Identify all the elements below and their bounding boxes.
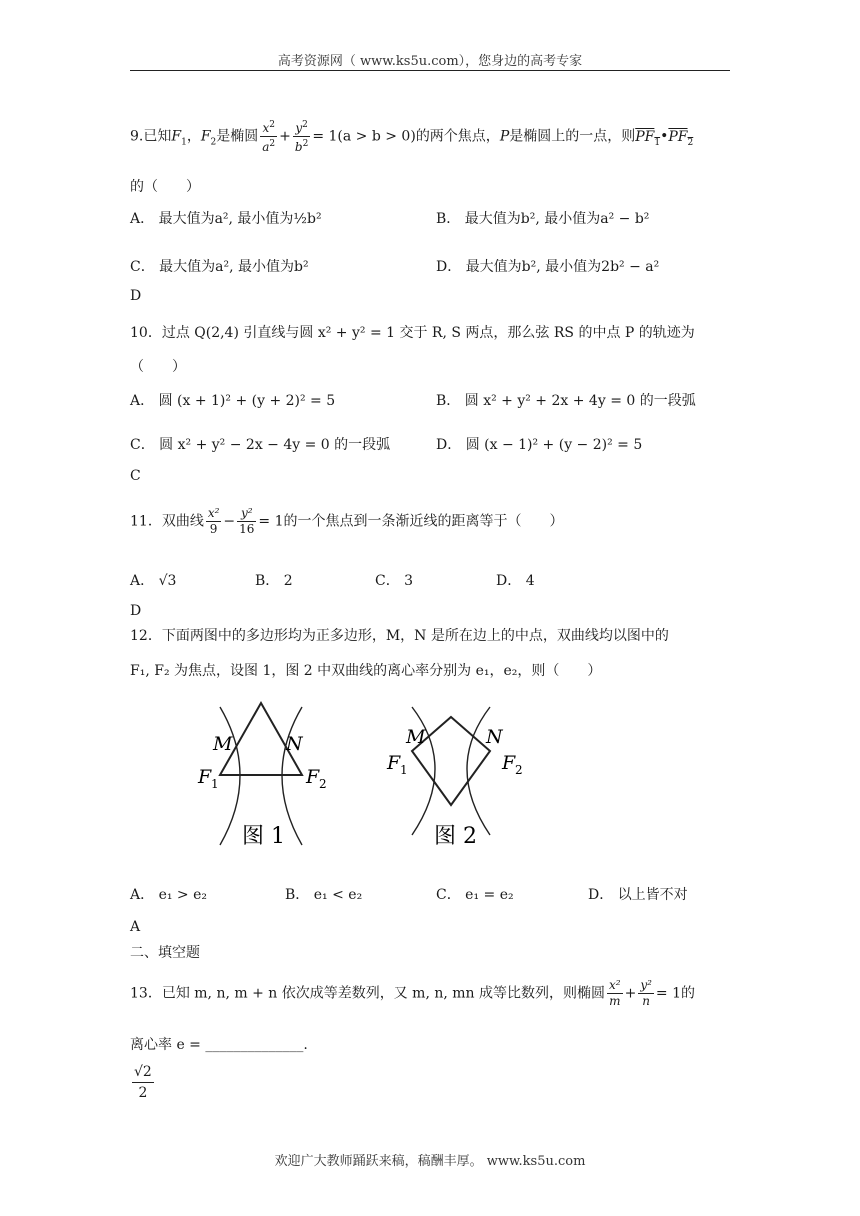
q9-frac-x: $\frac{x^2}{a^2}$ [262, 120, 276, 154]
q11-answer: D [130, 603, 142, 619]
q9-stem: 9.已知$F_1$，$F_2$是椭圆 $\frac{x^2}{a^2}$ + $\frac{y^2}{b^2}$ = 1(a > b > 0)的两个焦点，P是椭圆上的一点，则$PF_1•PF_2$ [130, 120, 694, 154]
q11-option-b: B． 2 [255, 573, 293, 589]
q10-stem: 10．过点 Q(2,4) 引直线与圆 x² + y² = 1 交于 R, S 两点，那么弦 RS 的中点 P 的轨迹为 [130, 325, 695, 341]
fig1-label-f1-sub: 1 [211, 777, 219, 791]
header-rule [130, 70, 730, 71]
q9-option-d: D． 最大值为b², 最小值为2b² − a² [436, 259, 660, 275]
q12-figures [190, 695, 560, 855]
q10-option-b: B． 圆 x² + y² + 2x + 4y = 0 的一段弧 [436, 393, 696, 409]
q11-option-a: A． √3 [130, 573, 177, 589]
q12-stem-cont: F₁, F₂ 为焦点，设图 1，图 2 中双曲线的离心率分别为 e₁，e₂，则（ ） [130, 663, 602, 679]
fig2-label-f2-sub: 2 [515, 763, 523, 777]
q11-frac-x: $\frac{\text{x²}}{9}$ [207, 506, 220, 536]
figure-1 [197, 703, 327, 849]
q13-answer [130, 1062, 156, 1103]
fig2-label-f1: F [387, 752, 401, 774]
q9-option-c: C． 最大值为a², 最小值为b² [130, 259, 309, 275]
q12-option-c: C． e₁ = e₂ [436, 887, 514, 903]
fig1-label-n: N [286, 733, 303, 755]
q12-option-d: D． 以上皆不对 [588, 887, 688, 903]
q12-answer: A [130, 919, 141, 935]
q12-option-b: B． e₁ < e₂ [285, 887, 363, 903]
q10-option-c: C． 圆 x² + y² − 2x − 4y = 0 的一段弧 [130, 437, 391, 453]
page-header: 高考资源网（ www.ks5u.com），您身边的高考专家 [277, 54, 583, 69]
q11-stem: 11．双曲线 $\frac{\text{x²}}{9}$ − $\frac{\text{y²}}{16}$ = 1的一个焦点到一条渐近线的距离等于（ ） [130, 506, 564, 536]
q13-stem-cont: 离心率 e = ______________. [130, 1037, 308, 1053]
q12-stem: 12．下面两图中的多边形均为正多边形，M，N 是所在边上的中点，双曲线均以图中的 [130, 628, 669, 644]
q10-answer: C [130, 468, 141, 484]
q13-answer-num: √2 [132, 1062, 154, 1083]
q13-frac-y: $\frac{\text{y²}}{n}$ [640, 978, 652, 1008]
q9-option-a: A． 最大值为a², 最小值为½b² [130, 211, 322, 227]
fig1-label-f2-sub: 2 [319, 777, 327, 791]
fig2-caption: 图 2 [434, 824, 477, 849]
q9-answer: D [130, 288, 142, 304]
q10-option-a: A． 圆 (x + 1)² + (y + 2)² = 5 [130, 393, 336, 409]
fig2-label-f2: F [502, 752, 516, 774]
figure-2 [386, 707, 523, 849]
fig1-label-f1: F [198, 766, 212, 788]
q11-option-d: D． 4 [496, 573, 535, 589]
fig1-caption: 图 1 [242, 824, 285, 849]
q9-stem-cont: 的（ ） [130, 179, 200, 195]
page-footer: 欢迎广大教师踊跃来稿，稿酬丰厚。 www.ks5u.com [274, 1154, 586, 1169]
fig2-label-m: M [406, 726, 426, 748]
q12-option-a: A． e₁ > e₂ [130, 887, 208, 903]
fig1-label-f2: F [306, 766, 320, 788]
section-heading: 二、填空题 [130, 945, 200, 961]
q9-option-b: B． 最大值为b², 最小值为a² − b² [436, 211, 650, 227]
q10-option-d: D． 圆 (x − 1)² + (y − 2)² = 5 [436, 437, 643, 453]
fig2-label-n: N [486, 726, 503, 748]
q10-stem-cont: （ ） [130, 359, 186, 375]
q11-option-c: C． 3 [375, 573, 414, 589]
fig2-label-f1-sub: 1 [400, 763, 408, 777]
q13-answer-den: 2 [138, 1085, 148, 1101]
q13-frac-x: $\frac{\text{x²}}{m}$ [609, 978, 621, 1008]
q13-stem: 13．已知 m, n, m + n 依次成等差数列，又 m, n, mn 成等比数列，则椭圆 $\frac{\text{x²}}{m}$ + $\frac{\text{y²}}{n}$ = 1的 [130, 978, 696, 1008]
fig1-label-m: M [213, 733, 233, 755]
q11-frac-y: $\frac{\text{y²}}{16}$ [239, 506, 255, 536]
q9-frac-y: $\frac{y^2}{b^2}$ [294, 120, 309, 154]
